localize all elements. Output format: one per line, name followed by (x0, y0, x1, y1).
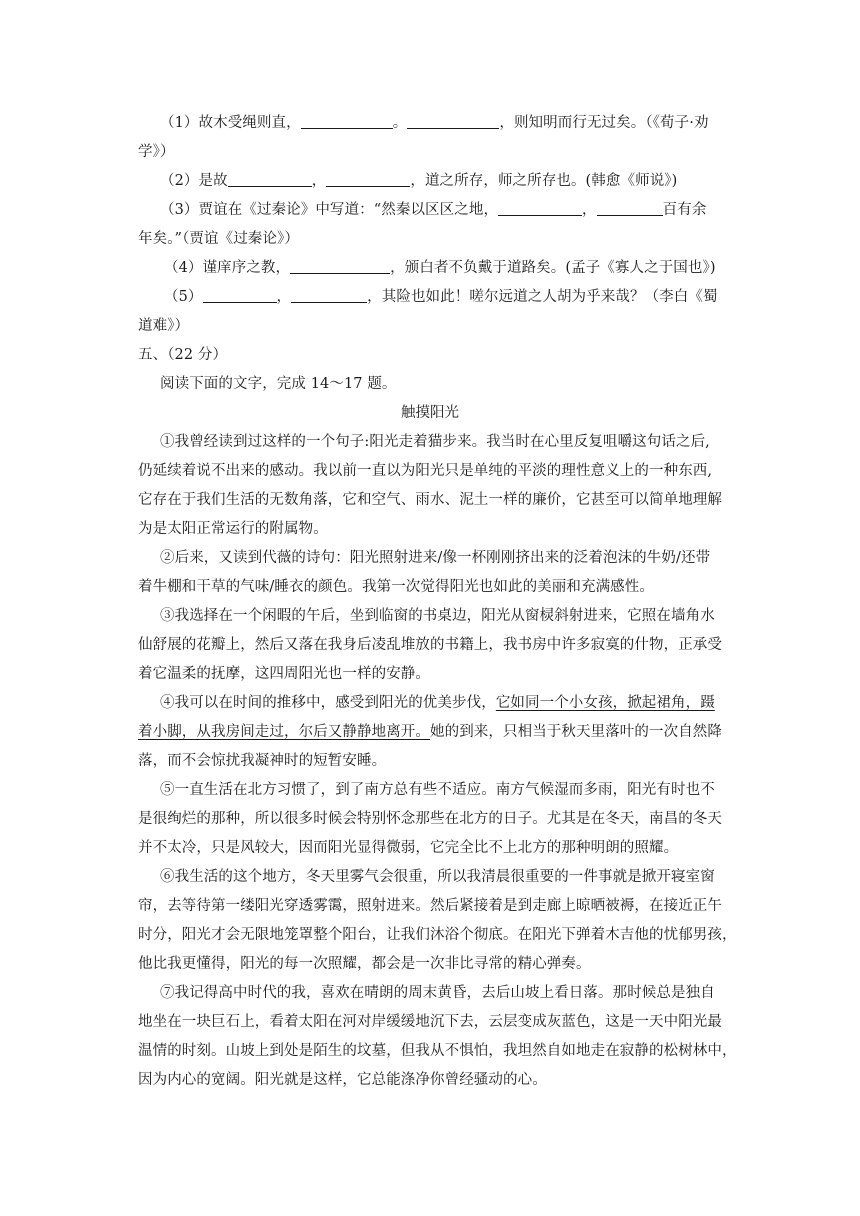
q13-item-3-line-1 (160, 200, 706, 220)
paragraph-4-line (138, 722, 722, 742)
answer-blank[interactable] (291, 288, 367, 303)
item-text: ， (311, 173, 327, 189)
paragraph-7-line: 温情的时刻。山坡上到处是陌生的坟墓，但我从不惧怕，我坦然自如地走在寂静的松树林中， (138, 1043, 737, 1059)
paragraph-5-line: 并不太冷，只是风较大，因而阳光显得微弱，它完全比不上北方的那种明朗的照耀。 (138, 840, 679, 856)
item-text: ，其险也如此！嗟尔远道之人胡为乎来哉？（李白《蜀 (367, 289, 718, 305)
item-text: 年矣。”（贾谊《过秦论》） (138, 231, 299, 247)
paragraph-4-line: 落，而不会惊扰我凝神时的短暂安睡。 (138, 753, 387, 769)
q13-item-1-line-1 (160, 113, 709, 133)
item-text: ， (276, 289, 292, 305)
paragraph-7-line: 因为内心的宽阔。阳光就是这样，它总能涤净你曾经骚动的心。 (138, 1072, 547, 1088)
underlined-sentence: 它如同一个小女孩，掀起裙角，蹑 (495, 695, 715, 711)
underlined-sentence: 着小脚，从我房间走过，尔后又静静地离开。 (138, 724, 430, 740)
q13-item-2 (160, 171, 677, 191)
paragraph-1-line: 它存在于我们生活的无数角落，它和空气、雨水、泥土一样的廉价，它甚至可以简单地理解 (138, 492, 722, 508)
paragraph-6-line: 他比我更懂得，阳光的每一次照耀，都会是一次非比寻常的精心弹奏。 (138, 956, 591, 972)
item-text: 。 (392, 115, 408, 131)
answer-blank[interactable] (498, 201, 582, 216)
q13-item-1-line-2 (138, 142, 175, 162)
answer-blank[interactable] (228, 172, 312, 187)
q13-item-5-line-2 (138, 316, 189, 336)
item-number: （4） (164, 260, 203, 276)
paragraph-6-line: 帘，去等待第一缕阳光穿透雾霭，照射进来。然后紧接着是到走廊上晾晒被褥，在接近正午 (138, 898, 722, 914)
paragraph-3-line: 仙舒展的花瓣上，然后又落在我身后凌乱堆放的书籍上，我书房中许多寂寞的什物，正承受 (138, 637, 722, 653)
paragraph-7-line: 地坐在一块巨石上，看着太阳在河对岸缓缓地沉下去，云层变成灰蓝色，这是一天中阳光最 (138, 1014, 722, 1030)
paragraph-5-line: 是很绚烂的那种，所以很多时候会特别怀念那些在北方的日子。尤其是在冬天，南昌的冬天 (138, 811, 722, 827)
answer-blank[interactable] (290, 259, 390, 274)
paragraph-1-line: ①我曾经读到过这样的一个句子:阳光走着猫步来。我当时在心里反复咀嚼这句话之后, (160, 434, 710, 450)
reading-instruction: 阅读下面的文字，完成 14～17 题。 (160, 376, 397, 392)
q13-item-4 (164, 258, 716, 278)
paragraph-1-line: 仍延续着说不出来的感动。我以前一直以为阳光只是单纯的平淡的理性意义上的一种东西, (138, 463, 713, 479)
paragraph-4-line (160, 693, 715, 713)
paragraph-2-line: ②后来，又读到代薇的诗句：阳光照射进来/像一杯刚刚挤出来的泛着泡沫的牛奶/还带 (160, 550, 711, 566)
item-text: ，则知明而行无过矣。（《荀子·劝 (499, 115, 709, 131)
item-number: （1） (160, 115, 199, 131)
article-title: 触摸阳光 (401, 405, 459, 421)
item-text: ，颁白者不负戴于道路矣。(孟子《寡人之于国也》) (390, 260, 716, 276)
answer-blank[interactable] (326, 172, 410, 187)
section-heading: 五、（22 分） (138, 347, 228, 363)
paragraph-5-line: ⑤一直生活在北方习惯了，到了南方总有些不适应。南方气候湿而多雨，阳光有时也不 (160, 782, 715, 798)
item-text: 学》） (138, 144, 175, 160)
item-text: 贾谊在《过秦论》中写道：“然秦以区区之地， (198, 202, 499, 218)
item-number: （5） (164, 289, 203, 305)
q13-item-5-line-1 (164, 287, 718, 307)
paragraph-1-line: 为是太阳正常运行的附属物。 (138, 521, 328, 537)
answer-blank[interactable] (203, 288, 277, 303)
item-text: 是故 (198, 173, 228, 189)
item-text: ， (582, 202, 597, 218)
paragraph-6-line: ⑥我生活的这个地方，冬天里雾气会很重，所以我清晨很重要的一件事就是掀开寝室窗 (160, 869, 715, 885)
q13-item-3-line-2 (138, 229, 299, 249)
item-text: 故木受绳则直， (198, 115, 301, 131)
answer-blank[interactable] (301, 114, 393, 129)
item-text: 谨庠序之教， (202, 260, 291, 276)
item-text: 道难》） (138, 318, 190, 334)
answer-blank[interactable] (407, 114, 499, 129)
paragraph-3-line: 着它温柔的抚摩，这四周阳光也一样的安静。 (138, 666, 430, 682)
paragraph-3-line: ③我选择在一个闲暇的午后，坐到临窗的书桌边，阳光从窗棂斜射进来，它照在墙角水 (160, 608, 715, 624)
item-number: （3） (160, 202, 199, 218)
paragraph-2-line: 着牛棚和干草的气味/睡衣的颜色。我第一次觉得阳光也如此的美丽和充满感性。 (138, 579, 654, 595)
paragraph-7-line: ⑦我记得高中时代的我，喜欢在晴朗的周末黄昏，去后山坡上看日落。那时候总是独自 (160, 985, 715, 1001)
item-number: （2） (160, 173, 199, 189)
paragraph-text: 她的到来，只相当于秋天里落叶的一次自然降 (430, 724, 722, 740)
paragraph-text: ④我可以在时间的推移中，感受到阳光的优美步伐， (160, 695, 496, 711)
answer-blank[interactable] (597, 201, 663, 216)
item-text: 百有余 (662, 202, 707, 218)
paragraph-6-line: 时分，阳光才会无限地笼罩整个阳台，让我们沐浴个彻底。在阳光下弹着木吉他的忧郁男孩， (138, 927, 737, 943)
item-text: ，道之所存，师之所存也。(韩愈《师说》) (410, 173, 678, 189)
